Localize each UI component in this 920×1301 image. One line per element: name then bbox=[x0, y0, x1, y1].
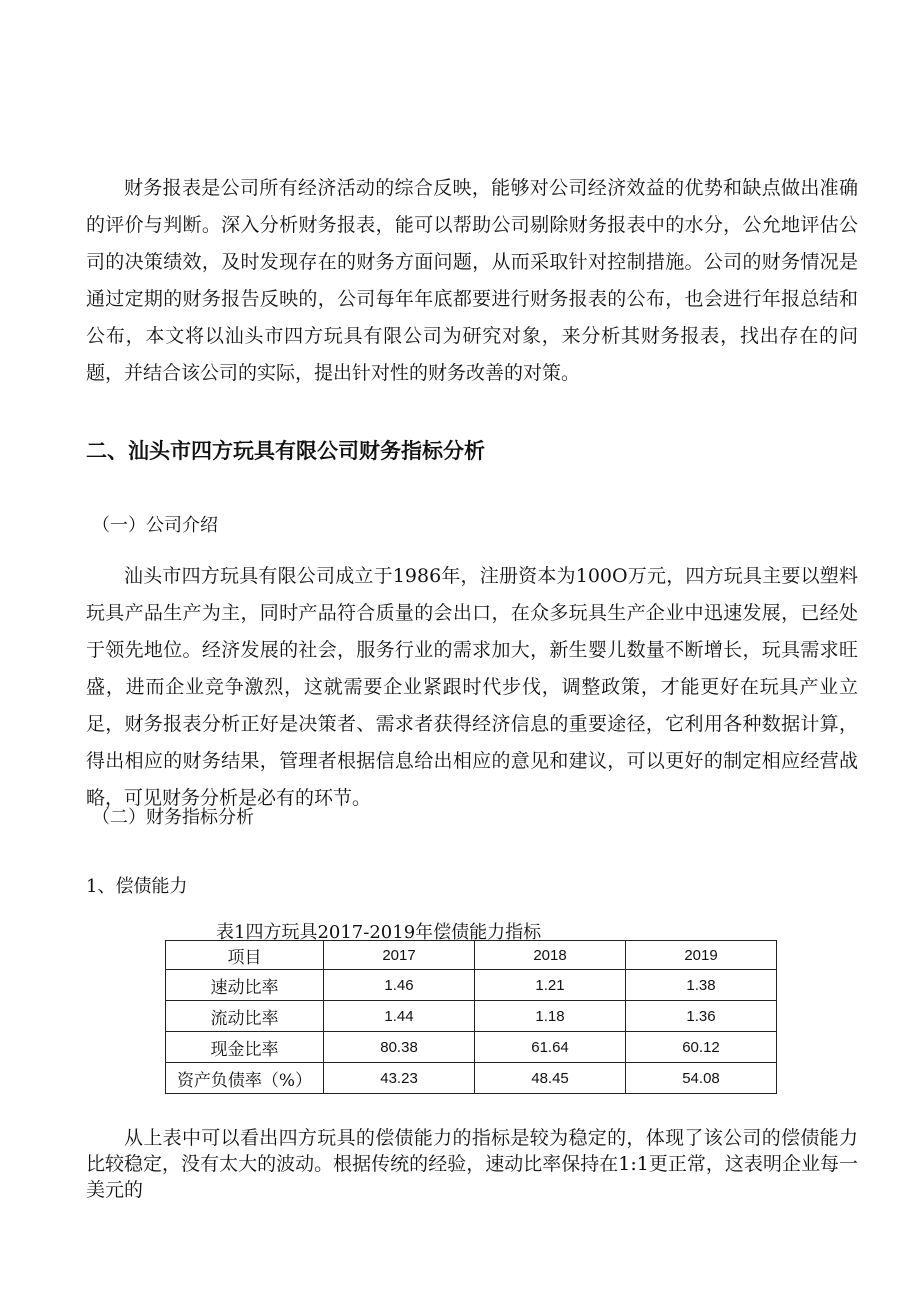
table-cell: 1.44 bbox=[324, 1001, 475, 1032]
section-heading: 二、汕头市四方玩具有限公司财务指标分析 bbox=[86, 439, 485, 463]
analysis-paragraph: 从上表中可以看出四方玩具的偿债能力的指标是较为稳定的，体现了该公司的偿债能力比较稳定，没有太大的波动。根据传统的经验，速动比率保持在1:1更正常，这表明企业每一美元的 bbox=[86, 1127, 858, 1201]
table-cell: 1.21 bbox=[475, 970, 626, 1001]
table-caption: 表1四方玩具2017-2019年偿债能力指标 bbox=[216, 922, 542, 943]
subsection-heading-company-intro: （一）公司介绍 bbox=[92, 515, 218, 536]
table-row bbox=[166, 1032, 777, 1063]
table-cell: 54.08 bbox=[626, 1063, 777, 1094]
table-cell: 1.18 bbox=[475, 1001, 626, 1032]
table-cell: 60.12 bbox=[626, 1032, 777, 1063]
intro-paragraph: 财务报表是公司所有经济活动的综合反映，能够对公司经济效益的优势和缺点做出准确的评价与判断。深入分析财务报表，能可以帮助公司剔除财务报表中的水分，公允地评估公司的决策绩效，及时发现存在的财务方面问题，从而采取针对控制措施。公司的财务情况是通过定期的财务报告反映的，公司每年年底都要进行财务报表的公布，也会进行年报总结和公布，本文将以汕头市四方玩具有限公司为研究对象，来分析其财务报表，找出存在的问题，并结合该公司的实际，提出针对性的财务改善的对策。 bbox=[86, 177, 858, 384]
table-cell: 资产负债率（%） bbox=[166, 1063, 324, 1094]
company-intro-paragraph: 汕头市四方玩具有限公司成立于1986年，注册资本为100O万元，四方玩具主要以塑料玩具产品生产为主，同时产品符合质量的会出口，在众多玩具生产企业中迅速发展，已经处于领先地位。经济发展的社会，服务行业的需求加大，新生婴儿数量不断增长，玩具需求旺盛，进而企业竞争激烈，这就需要企业紧跟时代步伐，调整政策，才能更好在玩具产业立足，财务报表分析正好是决策者、需求者获得经济信息的重要途径，它利用各种数据计算，得出相应的财务结果，管理者根据信息给出相应的意见和建议，可以更好的制定相应经营战略，可见财务分析是必有的环节。 bbox=[86, 565, 858, 809]
table-cell: 速动比率 bbox=[166, 970, 324, 1001]
table-row bbox=[166, 1001, 777, 1032]
subsection-heading-financial-indicators: （二）财务指标分析 bbox=[92, 807, 254, 828]
table-cell: 流动比率 bbox=[166, 1001, 324, 1032]
table-cell: 1.38 bbox=[626, 970, 777, 1001]
table-cell: 80.38 bbox=[324, 1032, 475, 1063]
table-cell: 61.64 bbox=[475, 1032, 626, 1063]
table-cell: 48.45 bbox=[475, 1063, 626, 1094]
table-cell: 43.23 bbox=[324, 1063, 475, 1094]
table-header-cell: 项目 bbox=[166, 941, 324, 970]
table-header-cell: 2017 bbox=[324, 941, 475, 970]
table-header-cell: 2018 bbox=[475, 941, 626, 970]
table-cell: 现金比率 bbox=[166, 1032, 324, 1063]
table-row bbox=[166, 970, 777, 1001]
table-header-row bbox=[166, 941, 777, 970]
table-cell: 1.46 bbox=[324, 970, 475, 1001]
table-row bbox=[166, 1063, 777, 1094]
table-header-cell: 2019 bbox=[626, 941, 777, 970]
table-cell: 1.36 bbox=[626, 1001, 777, 1032]
solvency-table bbox=[165, 940, 777, 1094]
item-heading-solvency: 1、偿债能力 bbox=[86, 876, 188, 897]
